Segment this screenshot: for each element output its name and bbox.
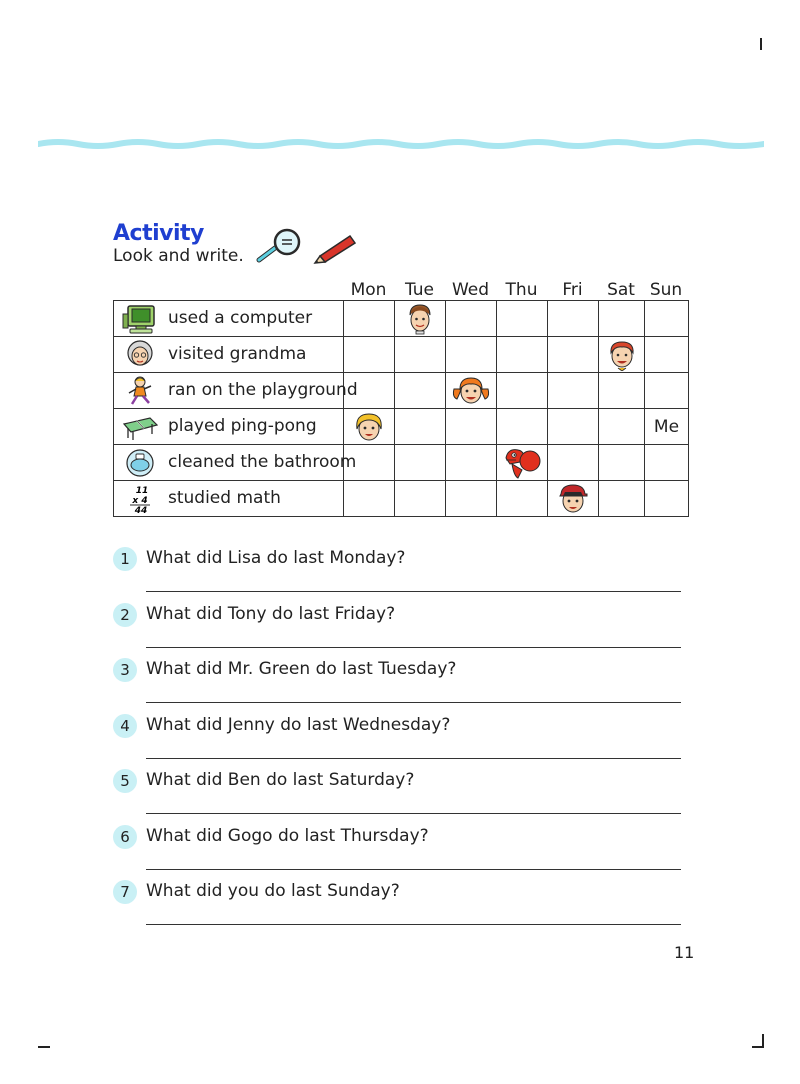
computer-icon [122,304,158,334]
grid-cell[interactable] [645,337,689,373]
activity-label: studied math [168,488,281,508]
boy-with-cap-face-icon [557,482,589,516]
activity-cell [114,409,344,445]
question-number-badge: 1 [113,547,137,571]
grid-cell[interactable] [446,301,497,337]
bathtub-icon [122,448,158,478]
day-header-thu: Thu [505,280,538,300]
grid-cell[interactable] [344,373,395,409]
page-number: 11 [674,943,695,962]
answer-line[interactable] [146,647,681,648]
grid-cell[interactable] [446,445,497,481]
grid-cell[interactable] [599,301,645,337]
grid-cell[interactable] [344,301,395,337]
magnifying-glass-icon [255,228,305,264]
table-row [114,445,689,481]
answer-line[interactable] [146,869,681,870]
grid-cell[interactable] [548,373,599,409]
activity-cell [114,445,357,481]
grid-cell[interactable] [599,373,645,409]
grid-cell[interactable] [395,409,446,445]
grid-cell[interactable] [497,445,548,481]
answer-line[interactable] [146,813,681,814]
question-number-badge: 6 [113,825,137,849]
table-row [114,481,689,517]
grid-cell[interactable] [446,337,497,373]
activity-instruction: Look and write. [113,246,244,266]
grid-cell[interactable] [548,337,599,373]
table-row [114,409,689,445]
activity-cell [114,481,344,517]
activity-table [113,300,689,517]
question-number-badge: 3 [113,658,137,682]
crop-mark-top-right [760,38,762,50]
grid-cell[interactable] [645,445,689,481]
day-header-sat: Sat [607,280,635,300]
grid-cell[interactable] [344,409,395,445]
question-7 [113,880,683,932]
grid-cell[interactable] [446,481,497,517]
table-row [114,373,689,409]
grid-cell[interactable] [344,445,395,481]
crop-mark-bottom-left [38,1046,50,1048]
day-header-mon: Mon [350,280,387,300]
answer-line[interactable] [146,758,681,759]
question-number-badge: 7 [113,880,137,904]
question-text: What did Jenny do last Wednesday? [146,715,451,735]
activity-label: cleaned the bathroom [168,452,357,472]
grid-cell[interactable] [548,481,599,517]
grid-cell[interactable] [645,373,689,409]
grid-cell[interactable] [344,481,395,517]
grid-cell[interactable] [497,373,548,409]
day-header-tue: Tue [404,280,435,300]
question-1 [113,547,683,599]
table-row [114,301,689,337]
grid-cell[interactable] [395,337,446,373]
math-multiplication-icon [122,484,158,514]
grid-cell[interactable] [497,409,548,445]
grid-cell[interactable] [344,337,395,373]
question-text: What did Lisa do last Monday? [146,548,406,568]
math-icon-text: 44 [134,506,148,514]
question-3 [113,658,683,710]
crop-mark-bottom-right-vertical [762,1034,764,1048]
grid-cell[interactable] [395,445,446,481]
table-row [114,337,689,373]
grid-cell[interactable] [395,373,446,409]
boy-face-icon [407,303,433,335]
activity-label: visited grandma [168,344,307,364]
activity-cell [114,337,344,373]
answer-line[interactable] [146,591,681,592]
day-header-wed: Wed [451,280,490,300]
grid-cell[interactable] [599,409,645,445]
grid-cell[interactable] [599,481,645,517]
grid-cell[interactable] [645,301,689,337]
grid-cell[interactable] [395,301,446,337]
question-5 [113,769,683,821]
grid-cell-me[interactable]: Me [645,409,689,445]
question-number-badge: 2 [113,603,137,627]
blonde-girl-face-icon [353,411,385,443]
grid-cell[interactable] [548,301,599,337]
activity-cell [114,301,344,337]
question-4 [113,714,683,766]
grandma-icon [122,340,158,370]
grid-cell[interactable] [446,409,497,445]
pencil-icon [312,232,358,264]
question-6 [113,825,683,877]
answer-line[interactable] [146,924,681,925]
day-header-sun: Sun [649,280,683,300]
math-icon-text: 11 [135,486,149,496]
grid-cell[interactable] [599,337,645,373]
activity-label: played ping-pong [168,416,317,436]
question-text: What did Gogo do last Thursday? [146,826,429,846]
question-text: What did Tony do last Friday? [146,604,396,624]
question-2 [113,603,683,655]
grid-cell[interactable] [548,409,599,445]
grid-cell[interactable] [446,373,497,409]
activity-title: Activity [113,221,204,246]
red-haired-boy-face-icon [607,339,637,371]
question-number-badge: 5 [113,769,137,793]
question-text: What did Ben do last Saturday? [146,770,415,790]
activity-cell [114,373,358,409]
grid-cell[interactable] [645,481,689,517]
grid-cell[interactable] [497,481,548,517]
grid-cell[interactable] [497,301,548,337]
grid-cell[interactable] [497,337,548,373]
orange-haired-girl-face-icon [451,375,491,407]
activity-label: ran on the playground [168,380,358,400]
ping-pong-table-icon [122,412,158,442]
activity-label: used a computer [168,308,313,328]
question-text: What did Mr. Green do last Tuesday? [146,659,457,679]
grid-cell[interactable] [548,445,599,481]
grid-cell[interactable] [599,445,645,481]
math-icon-text: x 4 [132,496,148,506]
cyan-wave-divider [38,138,764,150]
answer-line[interactable] [146,702,681,703]
question-text: What did you do last Sunday? [146,881,400,901]
red-dinosaur-gogo-icon [502,446,542,480]
question-number-badge: 4 [113,714,137,738]
day-header-fri: Fri [562,280,583,300]
running-girl-icon [122,376,158,406]
grid-cell[interactable] [395,481,446,517]
